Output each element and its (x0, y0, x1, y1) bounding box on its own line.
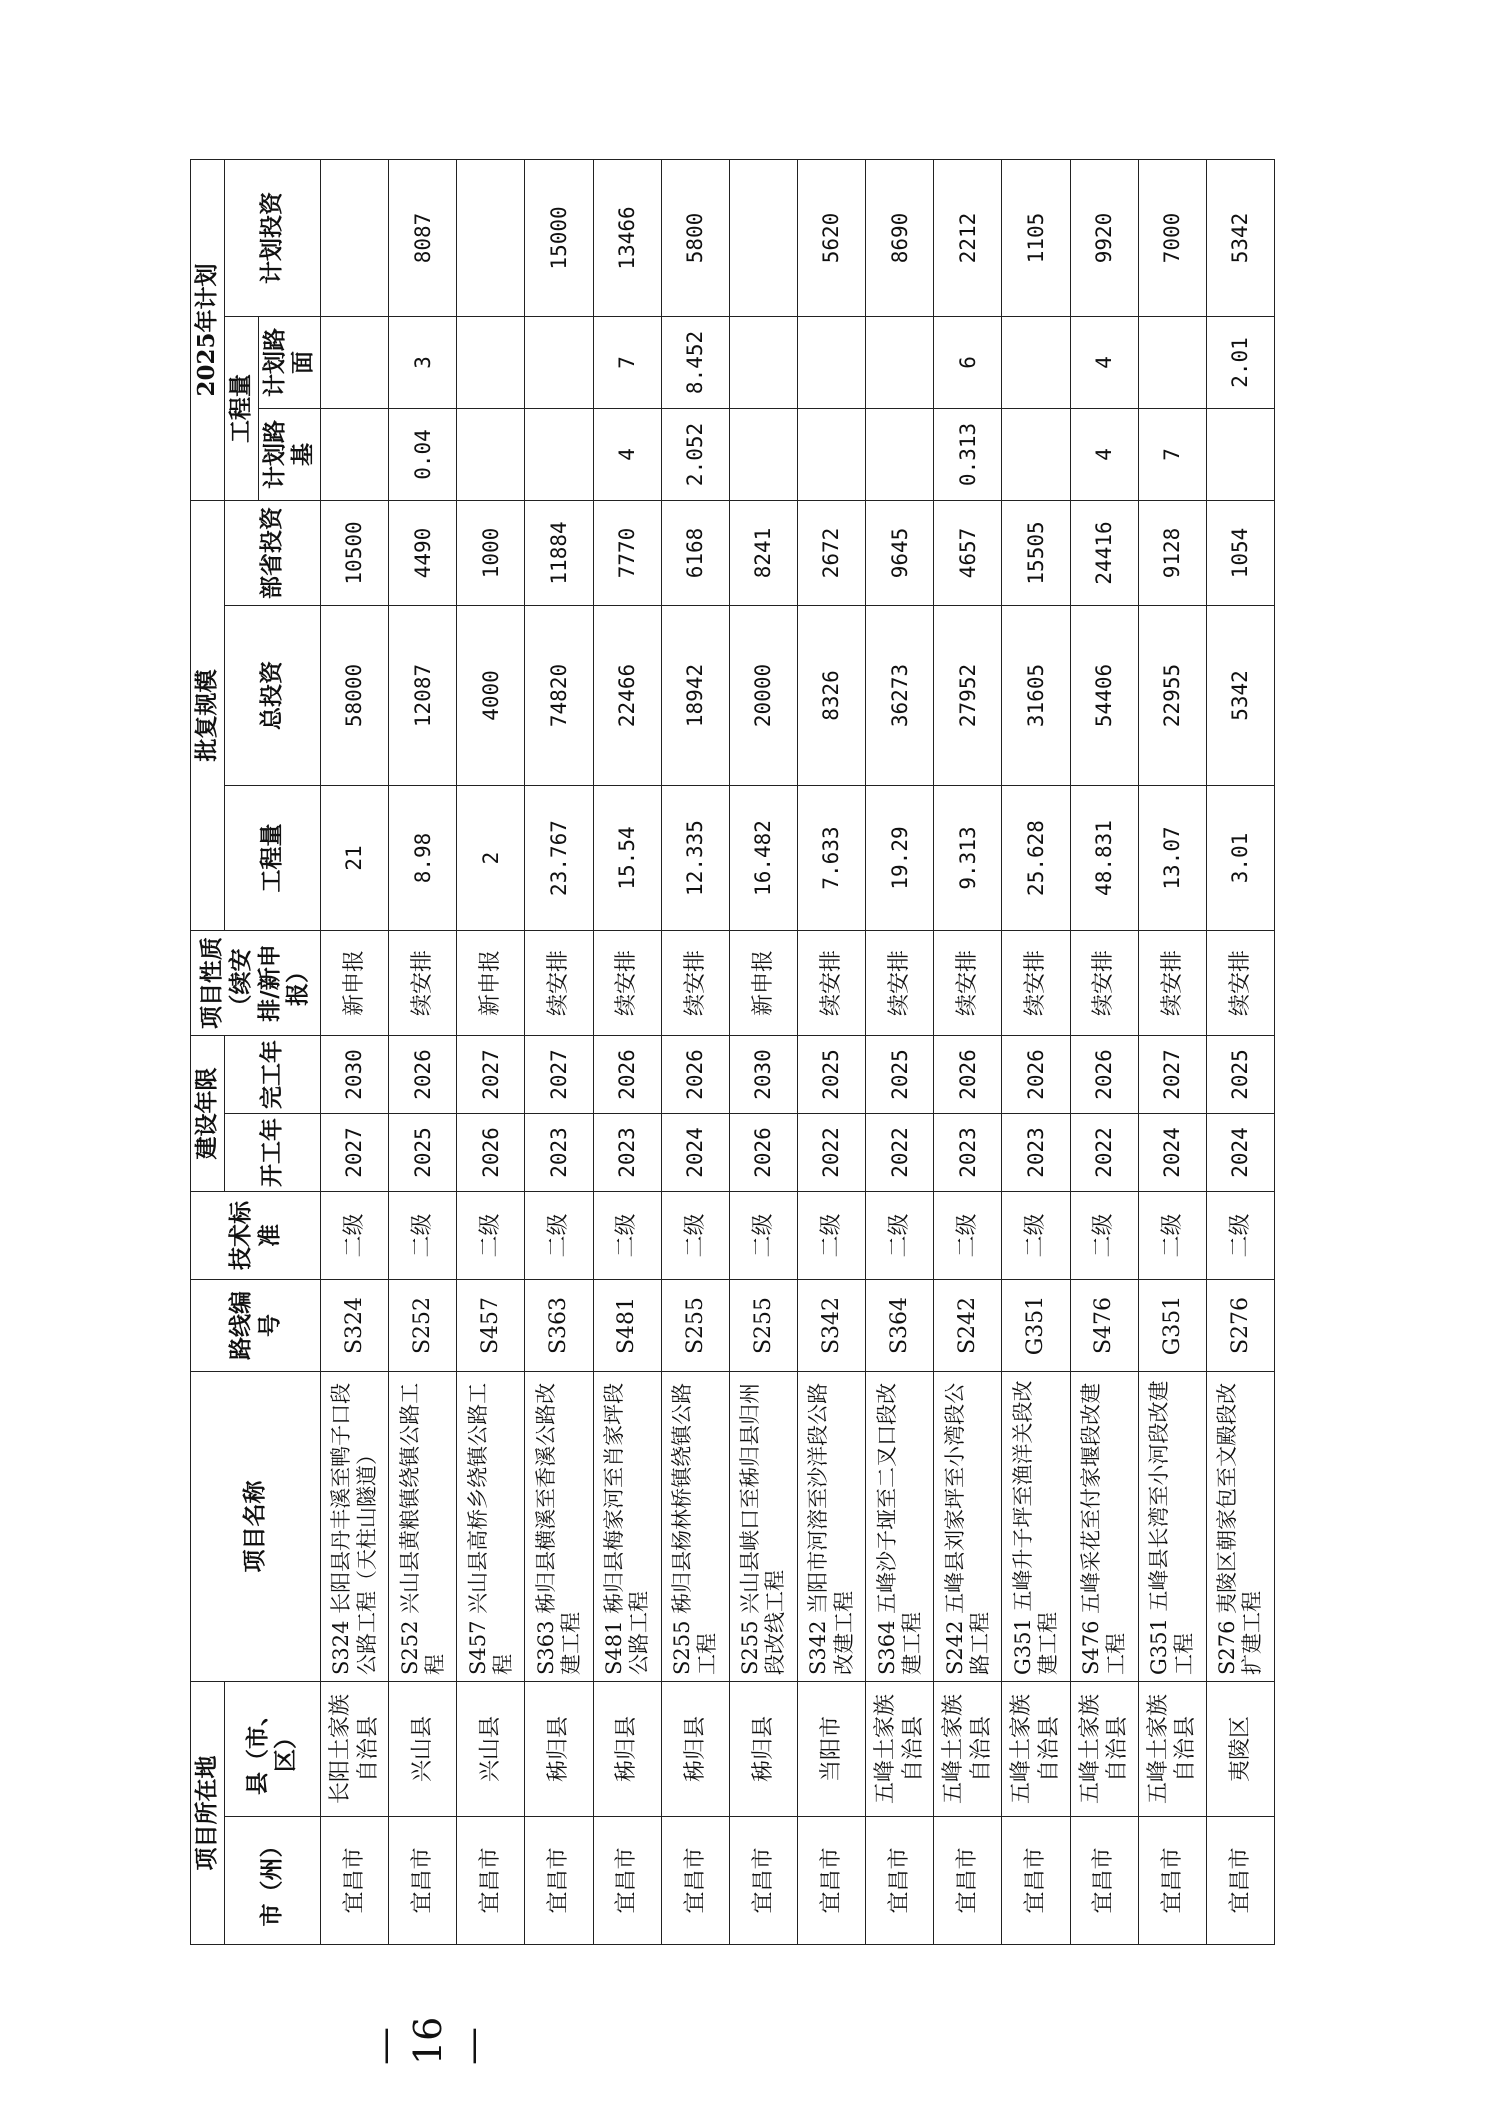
cell-plan-investment: 13466 (593, 159, 661, 316)
cell-start-year: 2025 (389, 1114, 457, 1192)
cell-county: 五峰土家族自治县 (1002, 1682, 1070, 1817)
cell-plan-pavement (797, 316, 865, 408)
cell-plan-investment: 8087 (389, 159, 457, 316)
table-row (866, 159, 934, 1944)
cell-plan-pavement: 3 (389, 316, 457, 408)
cell-plan-subgrade: 0.04 (389, 408, 457, 500)
cell-county: 秭归县 (593, 1682, 661, 1817)
table-row (797, 159, 865, 1944)
table-header (191, 159, 321, 1944)
cell-total-investment: 74820 (525, 606, 593, 786)
cell-end-year: 2026 (1002, 1036, 1070, 1114)
header-plan-investment: 计划投资 (224, 159, 320, 316)
cell-city: 宜昌市 (661, 1817, 729, 1945)
cell-plan-pavement: 7 (593, 316, 661, 408)
rotated-table-container (190, 160, 1275, 1945)
cell-plan-subgrade (866, 408, 934, 500)
cell-route-no: G351 (1138, 1280, 1206, 1372)
cell-ministry-investment: 10500 (321, 500, 389, 605)
cell-project-name: S255 兴山县峡口至秭归县归州段改线工程 (729, 1372, 797, 1682)
cell-project-nature: 续安排 (1206, 931, 1274, 1036)
cell-quantity: 13.07 (1138, 786, 1206, 931)
cell-plan-pavement: 2.01 (1206, 316, 1274, 408)
cell-project-nature: 新申报 (457, 931, 525, 1036)
cell-city: 宜昌市 (934, 1817, 1002, 1945)
cell-plan-subgrade (321, 408, 389, 500)
cell-plan-subgrade: 7 (1138, 408, 1206, 500)
cell-end-year: 2027 (457, 1036, 525, 1114)
cell-quantity: 8.98 (389, 786, 457, 931)
cell-plan-investment (457, 159, 525, 316)
cell-plan-subgrade: 0.313 (934, 408, 1002, 500)
cell-ministry-investment: 15505 (1002, 500, 1070, 605)
cell-quantity: 23.767 (525, 786, 593, 931)
cell-total-investment: 31605 (1002, 606, 1070, 786)
cell-plan-investment: 8690 (866, 159, 934, 316)
header-end-year: 完工年 (224, 1036, 320, 1114)
cell-quantity: 19.29 (866, 786, 934, 931)
cell-project-name: S457 兴山县高桥乡绕镇公路工程 (457, 1372, 525, 1682)
cell-ministry-investment: 24416 (1070, 500, 1138, 605)
cell-start-year: 2023 (934, 1114, 1002, 1192)
cell-plan-subgrade (797, 408, 865, 500)
header-construction-period: 建设年限 (191, 1036, 225, 1192)
cell-project-nature: 续安排 (389, 931, 457, 1036)
table-row (661, 159, 729, 1944)
cell-ministry-investment: 8241 (729, 500, 797, 605)
cell-plan-subgrade: 4 (1070, 408, 1138, 500)
cell-tech-standard: 二级 (729, 1192, 797, 1280)
cell-county: 五峰土家族自治县 (934, 1682, 1002, 1817)
cell-county: 五峰土家族自治县 (1070, 1682, 1138, 1817)
table-row (1138, 159, 1206, 1944)
cell-ministry-investment: 4657 (934, 500, 1002, 605)
cell-city: 宜昌市 (866, 1817, 934, 1945)
header-quantity: 工程量 (224, 786, 320, 931)
cell-plan-pavement: 8.452 (661, 316, 729, 408)
table-row (389, 159, 457, 1944)
cell-project-name: G351 五峰县长湾至小河段改建工程 (1138, 1372, 1206, 1682)
cell-ministry-investment: 6168 (661, 500, 729, 605)
cell-city: 宜昌市 (1070, 1817, 1138, 1945)
cell-project-nature: 续安排 (661, 931, 729, 1036)
cell-total-investment: 22955 (1138, 606, 1206, 786)
cell-ministry-investment: 1000 (457, 500, 525, 605)
cell-plan-investment: 5800 (661, 159, 729, 316)
table-row (1070, 159, 1138, 1944)
cell-quantity: 25.628 (1002, 786, 1070, 931)
cell-total-investment: 18942 (661, 606, 729, 786)
cell-tech-standard: 二级 (1002, 1192, 1070, 1280)
header-project-nature: 项目性质（续安排/新申报） (191, 931, 321, 1036)
cell-plan-investment: 2212 (934, 159, 1002, 316)
cell-plan-pavement (729, 316, 797, 408)
cell-tech-standard: 二级 (934, 1192, 1002, 1280)
cell-start-year: 2026 (457, 1114, 525, 1192)
cell-quantity: 12.335 (661, 786, 729, 931)
cell-city: 宜昌市 (525, 1817, 593, 1945)
cell-project-name: S324 长阳县丹丰溪至鸭子口段公路工程（天柱山隧道） (321, 1372, 389, 1682)
cell-quantity: 48.831 (1070, 786, 1138, 931)
cell-plan-investment (321, 159, 389, 316)
cell-end-year: 2027 (1138, 1036, 1206, 1114)
cell-plan-investment: 7000 (1138, 159, 1206, 316)
cell-end-year: 2025 (797, 1036, 865, 1114)
cell-county: 兴山县 (457, 1682, 525, 1817)
cell-route-no: S276 (1206, 1280, 1274, 1372)
cell-tech-standard: 二级 (797, 1192, 865, 1280)
cell-end-year: 2026 (661, 1036, 729, 1114)
cell-project-nature: 续安排 (797, 931, 865, 1036)
cell-plan-subgrade (457, 408, 525, 500)
cell-tech-standard: 二级 (593, 1192, 661, 1280)
cell-ministry-investment: 9128 (1138, 500, 1206, 605)
table-row (593, 159, 661, 1944)
cell-city: 宜昌市 (729, 1817, 797, 1945)
cell-county: 秭归县 (525, 1682, 593, 1817)
cell-route-no: G351 (1002, 1280, 1070, 1372)
cell-start-year: 2023 (1002, 1114, 1070, 1192)
cell-tech-standard: 二级 (1070, 1192, 1138, 1280)
cell-county: 秭归县 (661, 1682, 729, 1817)
table-row (1002, 159, 1070, 1944)
cell-start-year: 2022 (797, 1114, 865, 1192)
cell-total-investment: 4000 (457, 606, 525, 786)
cell-city: 宜昌市 (593, 1817, 661, 1945)
page-number: — 16 — (362, 2016, 494, 2065)
cell-total-investment: 8326 (797, 606, 865, 786)
cell-quantity: 3.01 (1206, 786, 1274, 931)
cell-county: 秭归县 (729, 1682, 797, 1817)
cell-project-name: S242 五峰县刘家坪至小湾段公路工程 (934, 1372, 1002, 1682)
table-body (321, 159, 1275, 1944)
cell-project-name: S476 五峰采花至付家堰段改建工程 (1070, 1372, 1138, 1682)
cell-end-year: 2030 (729, 1036, 797, 1114)
cell-plan-investment: 5342 (1206, 159, 1274, 316)
header-ministry-investment: 部省投资 (224, 500, 320, 605)
cell-project-nature: 新申报 (321, 931, 389, 1036)
cell-county: 长阳土家族自治县 (321, 1682, 389, 1817)
cell-plan-investment: 5620 (797, 159, 865, 316)
cell-quantity: 16.482 (729, 786, 797, 931)
cell-project-name: S363 秭归县横溪至香溪公路改建工程 (525, 1372, 593, 1682)
cell-route-no: S457 (457, 1280, 525, 1372)
cell-plan-pavement: 4 (1070, 316, 1138, 408)
cell-ministry-investment: 11884 (525, 500, 593, 605)
cell-tech-standard: 二级 (457, 1192, 525, 1280)
header-route-no: 路线编号 (191, 1280, 321, 1372)
cell-plan-pavement (866, 316, 934, 408)
header-plan-2025: 2025年计划 (191, 159, 225, 500)
cell-city: 宜昌市 (457, 1817, 525, 1945)
cell-quantity: 9.313 (934, 786, 1002, 931)
cell-start-year: 2024 (661, 1114, 729, 1192)
header-city: 市（州） (224, 1817, 320, 1945)
cell-project-nature: 续安排 (1070, 931, 1138, 1036)
cell-end-year: 2026 (389, 1036, 457, 1114)
cell-quantity: 7.633 (797, 786, 865, 931)
cell-county: 当阳市 (797, 1682, 865, 1817)
cell-ministry-investment: 2672 (797, 500, 865, 605)
cell-tech-standard: 二级 (866, 1192, 934, 1280)
cell-plan-subgrade (1206, 408, 1274, 500)
table-row (457, 159, 525, 1944)
cell-project-name: G351 五峰升子坪至渔洋关段改建工程 (1002, 1372, 1070, 1682)
cell-route-no: S242 (934, 1280, 1002, 1372)
cell-quantity: 21 (321, 786, 389, 931)
cell-total-investment: 36273 (866, 606, 934, 786)
cell-city: 宜昌市 (389, 1817, 457, 1945)
cell-city: 宜昌市 (1206, 1817, 1274, 1945)
cell-county: 夷陵区 (1206, 1682, 1274, 1817)
cell-tech-standard: 二级 (389, 1192, 457, 1280)
cell-city: 宜昌市 (1138, 1817, 1206, 1945)
cell-end-year: 2025 (866, 1036, 934, 1114)
cell-total-investment: 27952 (934, 606, 1002, 786)
cell-plan-pavement: 6 (934, 316, 1002, 408)
cell-project-nature: 续安排 (1138, 931, 1206, 1036)
cell-start-year: 2024 (1138, 1114, 1206, 1192)
cell-county: 兴山县 (389, 1682, 457, 1817)
cell-project-nature: 续安排 (866, 931, 934, 1036)
cell-project-nature: 续安排 (1002, 931, 1070, 1036)
cell-plan-investment (729, 159, 797, 316)
cell-project-nature: 续安排 (525, 931, 593, 1036)
header-tech-standard: 技术标准 (191, 1192, 321, 1280)
cell-quantity: 15.54 (593, 786, 661, 931)
header-plan-quantity: 工程量 (224, 316, 258, 500)
cell-ministry-investment: 9645 (866, 500, 934, 605)
cell-quantity: 2 (457, 786, 525, 931)
header-start-year: 开工年 (224, 1114, 320, 1192)
cell-ministry-investment: 1054 (1206, 500, 1274, 605)
table-row (525, 159, 593, 1944)
table-row (729, 159, 797, 1944)
cell-total-investment: 12087 (389, 606, 457, 786)
cell-tech-standard: 二级 (1138, 1192, 1206, 1280)
cell-start-year: 2026 (729, 1114, 797, 1192)
cell-start-year: 2022 (866, 1114, 934, 1192)
cell-end-year: 2030 (321, 1036, 389, 1114)
header-approved-scale: 批复规模 (191, 500, 225, 930)
cell-route-no: S364 (866, 1280, 934, 1372)
cell-route-no: S255 (661, 1280, 729, 1372)
cell-ministry-investment: 4490 (389, 500, 457, 605)
cell-tech-standard: 二级 (321, 1192, 389, 1280)
cell-total-investment: 20000 (729, 606, 797, 786)
cell-plan-subgrade: 2.052 (661, 408, 729, 500)
cell-end-year: 2026 (934, 1036, 1002, 1114)
cell-city: 宜昌市 (797, 1817, 865, 1945)
cell-start-year: 2027 (321, 1114, 389, 1192)
cell-start-year: 2023 (525, 1114, 593, 1192)
cell-total-investment: 58000 (321, 606, 389, 786)
cell-plan-subgrade: 4 (593, 408, 661, 500)
cell-plan-subgrade (525, 408, 593, 500)
cell-plan-pavement (1138, 316, 1206, 408)
cell-tech-standard: 二级 (661, 1192, 729, 1280)
cell-project-name: S364 五峰沙子垭至二叉口段改建工程 (866, 1372, 934, 1682)
cell-route-no: S255 (729, 1280, 797, 1372)
header-plan-pavement: 计划路面 (258, 316, 321, 408)
cell-project-nature: 续安排 (934, 931, 1002, 1036)
cell-plan-pavement (321, 316, 389, 408)
cell-total-investment: 5342 (1206, 606, 1274, 786)
cell-county: 五峰土家族自治县 (1138, 1682, 1206, 1817)
header-location: 项目所在地 (191, 1682, 225, 1945)
table-row (321, 159, 389, 1944)
cell-tech-standard: 二级 (1206, 1192, 1274, 1280)
cell-end-year: 2025 (1206, 1036, 1274, 1114)
cell-route-no: S252 (389, 1280, 457, 1372)
cell-project-nature: 新申报 (729, 931, 797, 1036)
cell-start-year: 2022 (1070, 1114, 1138, 1192)
table-row (934, 159, 1002, 1944)
cell-end-year: 2026 (1070, 1036, 1138, 1114)
header-county: 县（市、区） (224, 1682, 320, 1817)
cell-plan-subgrade (1002, 408, 1070, 500)
cell-project-name: S481 秭归县梅家河至肖家坪段公路工程 (593, 1372, 661, 1682)
cell-route-no: S324 (321, 1280, 389, 1372)
cell-total-investment: 22466 (593, 606, 661, 786)
cell-plan-pavement (1002, 316, 1070, 408)
cell-route-no: S363 (525, 1280, 593, 1372)
header-plan-subgrade: 计划路基 (258, 408, 321, 500)
cell-end-year: 2026 (593, 1036, 661, 1114)
cell-end-year: 2027 (525, 1036, 593, 1114)
cell-project-nature: 续安排 (593, 931, 661, 1036)
cell-route-no: S481 (593, 1280, 661, 1372)
header-total-investment: 总投资 (224, 606, 320, 786)
cell-plan-pavement (525, 316, 593, 408)
cell-start-year: 2024 (1206, 1114, 1274, 1192)
table-row (1206, 159, 1274, 1944)
cell-plan-investment: 1105 (1002, 159, 1070, 316)
cell-county: 五峰土家族自治县 (866, 1682, 934, 1817)
cell-route-no: S342 (797, 1280, 865, 1372)
cell-start-year: 2023 (593, 1114, 661, 1192)
cell-plan-investment: 15000 (525, 159, 593, 316)
cell-city: 宜昌市 (1002, 1817, 1070, 1945)
cell-project-name: S342 当阳市河溶至沙洋段公路改建工程 (797, 1372, 865, 1682)
cell-ministry-investment: 7770 (593, 500, 661, 605)
header-project-name: 项目名称 (191, 1372, 321, 1682)
cell-project-name: S276 夷陵区朝家包至文殿段改扩建工程 (1206, 1372, 1274, 1682)
cell-tech-standard: 二级 (525, 1192, 593, 1280)
cell-plan-investment: 9920 (1070, 159, 1138, 316)
cell-plan-subgrade (729, 408, 797, 500)
cell-project-name: S255 秭归县杨林桥镇绕镇公路工程 (661, 1372, 729, 1682)
project-table (190, 159, 1275, 1945)
cell-city: 宜昌市 (321, 1817, 389, 1945)
cell-plan-pavement (457, 316, 525, 408)
cell-project-name: S252 兴山县黄粮镇绕镇公路工程 (389, 1372, 457, 1682)
cell-route-no: S476 (1070, 1280, 1138, 1372)
cell-total-investment: 54406 (1070, 606, 1138, 786)
